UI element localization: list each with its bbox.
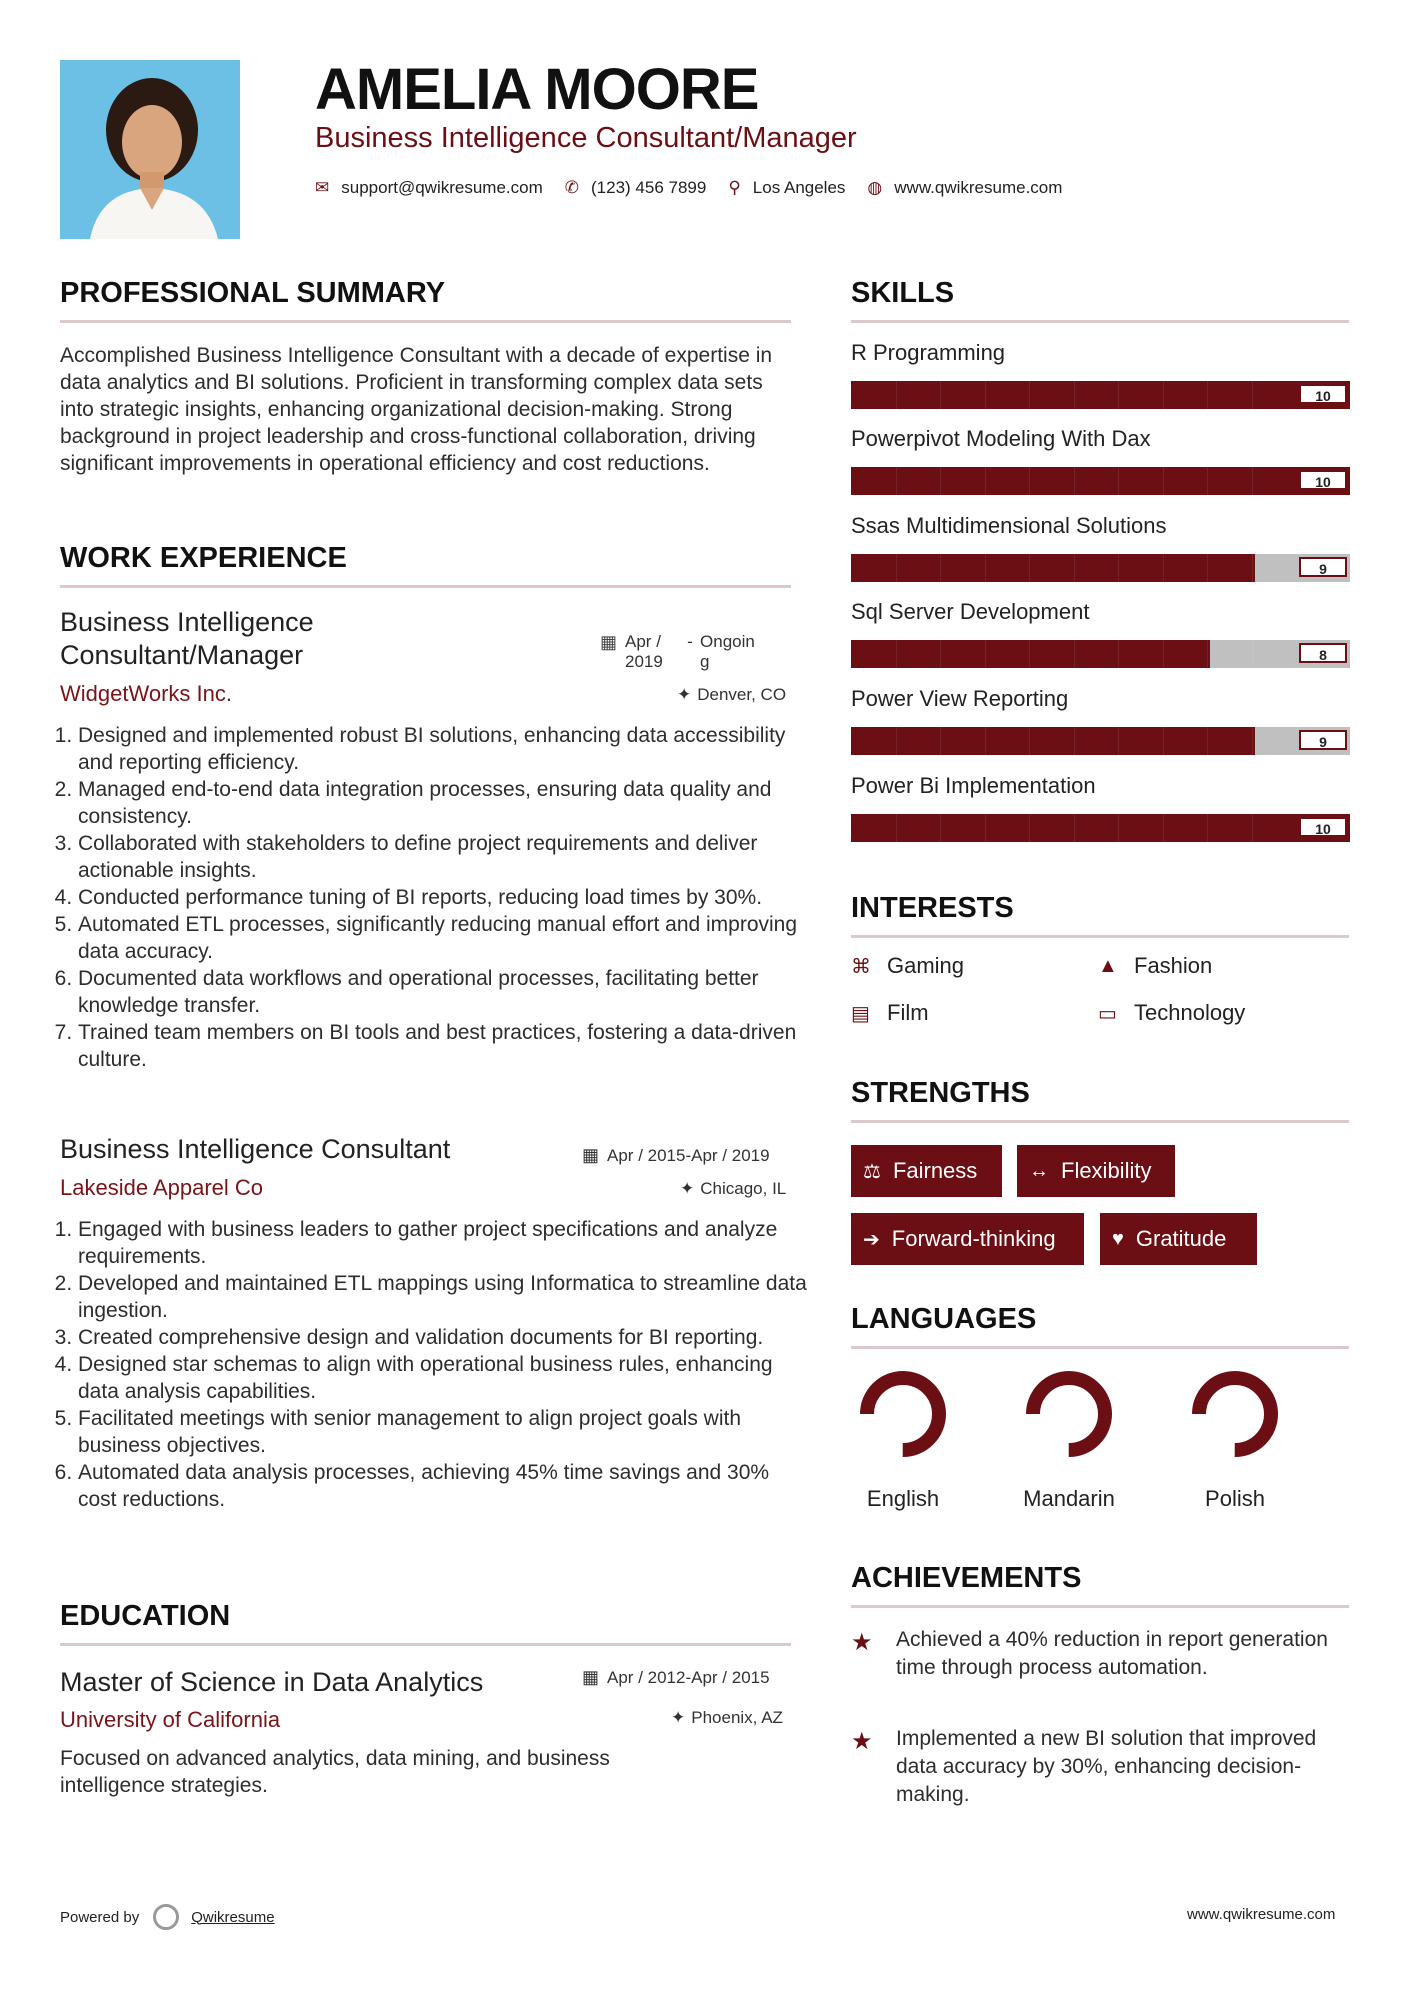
skill-bar-segment — [940, 640, 941, 668]
language-label: English — [866, 1486, 940, 1511]
calendar-icon: ▦ — [582, 1145, 600, 1165]
skill-bar-segment — [1207, 814, 1208, 842]
film-icon: ▤ — [851, 1002, 870, 1025]
arrow-right-icon: ➔ — [863, 1228, 880, 1251]
candidate-title: Business Intelligence Consultant/Manager — [315, 122, 857, 154]
powered-by-text: Powered by — [60, 1908, 140, 1926]
skill-bar-segment — [1252, 727, 1253, 755]
education-date — [582, 1667, 770, 1688]
skill-bar-segment — [985, 814, 986, 842]
job-bullet-item: 3. Created comprehensive design and validation documents for BI reporting. — [78, 1324, 808, 1351]
calendar-icon: ▦ — [600, 632, 618, 652]
skill-bar — [851, 467, 1350, 495]
education-date-text: Apr / 2012-Apr / 2015 — [607, 1668, 770, 1687]
skill-bar-segment — [940, 727, 941, 755]
interest-gaming — [851, 953, 964, 979]
skill-bar-segment — [985, 727, 986, 755]
phone-number: (123) 456 7899 — [591, 178, 707, 197]
skill-bar-segment — [1118, 727, 1119, 755]
achievements-heading: ACHIEVEMENTS — [851, 1562, 1082, 1594]
language-proficiency-ring — [1185, 1364, 1285, 1464]
skill-bar-segment — [985, 554, 986, 582]
interests-heading: INTERESTS — [851, 892, 1014, 924]
strength-label: Fairness — [892, 1158, 978, 1183]
job-date — [600, 632, 762, 672]
job-bullet-item: 6. Documented data workflows and operational processes, facilitating better knowledge transfer. — [78, 965, 808, 1019]
footer-url[interactable]: www.qwikresume.com — [1187, 1906, 1336, 1923]
interest-label: Technology — [1134, 1000, 1246, 1025]
trophy-star-icon: ★ — [851, 1728, 873, 1755]
job-bullet-item: 6. Automated data analysis processes, achieving 45% time savings and 30% cost reductions. — [78, 1459, 808, 1513]
job-bullet-item: 7. Trained team members on BI tools and best practices, fostering a data-driven culture. — [78, 1019, 808, 1073]
interest-film — [851, 1000, 929, 1026]
laptop-icon: ▭ — [1098, 1002, 1117, 1025]
language-level-arc — [1033, 1378, 1105, 1450]
language-proficiency-ring — [853, 1364, 953, 1464]
achievement-item: Implemented a new BI solution that improved data accuracy by 30%, enhancing decision-making. — [896, 1727, 1317, 1806]
skill-bar-segment — [1252, 554, 1253, 582]
map-marker-icon: ⚲ — [728, 178, 741, 197]
skill-bar — [851, 814, 1350, 842]
interest-fashion — [1098, 953, 1212, 979]
degree-title: Master of Science in Data Analytics — [60, 1667, 484, 1697]
date-end: Ongoing — [700, 632, 755, 671]
date-start: Apr / 2019 — [625, 632, 663, 671]
interest-label: Film — [887, 1000, 929, 1025]
job-bullet-item: 2. Managed end-to-end data integration processes, ensuring data quality and consistency. — [78, 776, 808, 830]
education-divider — [60, 1643, 791, 1646]
skill-bar-segment — [1163, 727, 1164, 755]
skill-bar-segment — [1207, 467, 1208, 495]
skill-name: Ssas Multidimensional Solutions — [851, 513, 1167, 538]
pin-icon: ✦ — [677, 685, 692, 704]
skill-name: Power Bi Implementation — [851, 773, 1096, 798]
envelope-icon: ✉ — [315, 178, 330, 197]
skill-bar-segment — [940, 467, 941, 495]
language-label: Mandarin — [1023, 1486, 1115, 1511]
skill-bar-segment — [1252, 467, 1253, 495]
job-bullet-item: 1. Engaged with business leaders to gather project specifications and analyze requirements. — [78, 1216, 808, 1270]
date-separator: - — [687, 632, 693, 651]
contact-row — [315, 178, 1084, 198]
skill-bar-segment — [896, 554, 897, 582]
skill-bar-segment — [1029, 381, 1030, 409]
candidate-name: AMELIA MOORE — [315, 57, 759, 122]
profile-photo — [60, 60, 240, 239]
job-bullet-item: 5. Automated ETL processes, significantly reducing manual effort and improving data accuracy. — [78, 911, 808, 965]
experience-heading: WORK EXPERIENCE — [60, 542, 347, 574]
skill-bar — [851, 640, 1350, 668]
job-bullets — [60, 1216, 808, 1513]
strength-gratitude — [1100, 1213, 1257, 1265]
interests-divider — [851, 935, 1349, 938]
skill-score: 10 — [1299, 470, 1347, 490]
skill-name: R Programming — [851, 340, 1006, 365]
skills-heading: SKILLS — [851, 277, 955, 309]
summary-text: Accomplished Business Intelligence Consultant with a decade of expertise in data analytics and BI solutions. Proficient in transforming complex data sets into strategic insights, enhancing organizational decision-making. Strong background in project leadership and cross-functional collaboration, driving significant improvements in operational efficiency and cost reductions. — [60, 344, 773, 475]
skill-bar — [851, 554, 1350, 582]
skill-bar-segment — [1163, 554, 1164, 582]
footer-powered — [60, 1904, 275, 1930]
job-bullet-item: 2. Developed and maintained ETL mappings using Informatica to streamline data ingestion. — [78, 1270, 808, 1324]
job-location — [680, 1179, 786, 1199]
skill-bar-segment — [1207, 381, 1208, 409]
globe-icon: ◍ — [867, 178, 883, 197]
strength-label: Forward-thinking — [891, 1226, 1056, 1251]
job-date-text: Apr / 2015-Apr / 2019 — [607, 1146, 770, 1165]
skill-bar-segment — [1252, 381, 1253, 409]
skill-bar-segment — [1163, 640, 1164, 668]
skill-bar-segment — [896, 640, 897, 668]
skill-bar-segment — [1029, 814, 1030, 842]
language-level-arc — [1199, 1378, 1271, 1450]
calendar-icon: ▦ — [582, 1667, 600, 1687]
balance-scale-icon: ⚖ — [863, 1160, 881, 1183]
skill-bar — [851, 381, 1350, 409]
skill-bar-fill — [851, 381, 1350, 409]
email-link[interactable]: support@qwikresume.com — [341, 178, 543, 197]
strengths-divider — [851, 1120, 1349, 1123]
skill-bar-segment — [1029, 727, 1030, 755]
skill-bar-segment — [896, 467, 897, 495]
skill-score: 10 — [1299, 817, 1347, 837]
skill-bar-segment — [1118, 814, 1119, 842]
skills-divider — [851, 320, 1349, 323]
achievements-divider — [851, 1605, 1349, 1608]
skill-name: Sql Server Development — [851, 599, 1090, 624]
interest-label: Gaming — [887, 953, 965, 978]
skill-bar-segment — [1074, 554, 1075, 582]
company-name: WidgetWorks Inc. — [60, 681, 232, 706]
job-title: Business Intelligence Consultant/Manager — [60, 607, 314, 670]
summary-divider — [60, 320, 791, 323]
education-heading: EDUCATION — [60, 1600, 231, 1632]
skill-bar-segment — [1207, 640, 1208, 668]
job-location-text: Denver, CO — [697, 685, 787, 704]
skill-bar-segment — [1252, 814, 1253, 842]
strength-flexibility — [1017, 1145, 1175, 1197]
skill-bar-segment — [1074, 640, 1075, 668]
skill-bar-segment — [1029, 467, 1030, 495]
job-bullet-item: 3. Collaborated with stakeholders to define project requirements and deliver actionable insights. — [78, 830, 808, 884]
achievement-item: Achieved a 40% reduction in report generation time through process automation. — [896, 1628, 1328, 1679]
skill-score: 9 — [1299, 730, 1347, 750]
skill-bar-segment — [940, 381, 941, 409]
skill-bar-segment — [1252, 640, 1253, 668]
strength-forward-thinking — [851, 1213, 1084, 1265]
job-location-text: Chicago, IL — [700, 1179, 787, 1198]
skill-bar-segment — [985, 640, 986, 668]
location-text: Los Angeles — [752, 178, 846, 197]
skill-bar-segment — [1207, 727, 1208, 755]
skill-bar-segment — [1074, 727, 1075, 755]
pin-icon: ✦ — [671, 1708, 686, 1727]
skill-bar-segment — [985, 381, 986, 409]
education-description: Focused on advanced analytics, data mining, and business intelligence strategies. — [60, 1747, 610, 1797]
skill-bar-segment — [1074, 814, 1075, 842]
strengths-heading: STRENGTHS — [851, 1077, 1030, 1109]
skill-bar-segment — [896, 814, 897, 842]
heart-icon: ♥ — [1112, 1227, 1124, 1250]
job-bullet-item: 4. Designed star schemas to align with operational business rules, enhancing data analysis capabilities. — [78, 1351, 808, 1405]
job-location — [677, 685, 786, 705]
school-name: University of California — [60, 1707, 281, 1732]
skill-bar-segment — [1163, 467, 1164, 495]
shopping-bag-icon: ▲ — [1098, 954, 1118, 977]
strength-label: Gratitude — [1135, 1226, 1227, 1251]
skill-bar-segment — [1163, 814, 1164, 842]
languages-divider — [851, 1346, 1349, 1349]
trophy-star-icon: ★ — [851, 1629, 873, 1656]
company-name: Lakeside Apparel Co — [60, 1175, 264, 1200]
skill-bar-segment — [1163, 381, 1164, 409]
skill-score: 8 — [1299, 643, 1347, 663]
skill-bar-segment — [1074, 467, 1075, 495]
skill-name: Power View Reporting — [851, 686, 1069, 711]
skill-bar-segment — [985, 467, 986, 495]
strength-label: Flexibility — [1061, 1158, 1152, 1183]
summary-heading: PROFESSIONAL SUMMARY — [60, 277, 446, 309]
skill-bar-segment — [1118, 381, 1119, 409]
education-location-text: Phoenix, AZ — [691, 1708, 783, 1727]
skill-bar-segment — [896, 381, 897, 409]
language-level-arc — [867, 1378, 939, 1450]
skill-name: Powerpivot Modeling With Dax — [851, 426, 1151, 451]
job-bullet-item: 5. Facilitated meetings with senior management to align project goals with business objectives. — [78, 1405, 808, 1459]
languages-heading: LANGUAGES — [851, 1303, 1037, 1335]
phone-icon: ✆ — [564, 178, 579, 197]
skill-bar-segment — [896, 727, 897, 755]
experience-divider — [60, 585, 791, 588]
skill-bar-segment — [1118, 640, 1119, 668]
skill-bar-segment — [940, 814, 941, 842]
language-proficiency-ring — [1019, 1364, 1119, 1464]
pin-icon: ✦ — [680, 1179, 695, 1198]
skill-bar-segment — [1029, 554, 1030, 582]
skill-bar-segment — [1118, 467, 1119, 495]
skill-bar-fill — [851, 814, 1350, 842]
skill-score: 10 — [1299, 384, 1347, 404]
interest-technology — [1098, 1000, 1245, 1026]
skill-bar-segment — [1118, 554, 1119, 582]
job-title: Business Intelligence Consultant — [60, 1134, 451, 1164]
skill-bar-segment — [940, 554, 941, 582]
skill-bar-fill — [851, 727, 1255, 755]
job-bullets — [60, 722, 808, 1073]
job-bullet-item: 4. Conducted performance tuning of BI reports, reducing load times by 30%. — [78, 884, 808, 911]
skill-bar-fill — [851, 467, 1350, 495]
language-label: Polish — [1205, 1486, 1265, 1511]
avatar — [60, 60, 240, 239]
skill-bar-segment — [1029, 640, 1030, 668]
brand-link[interactable]: Qwikresume — [191, 1908, 275, 1926]
qwikresume-logo-icon — [153, 1904, 179, 1930]
skill-bar-fill — [851, 640, 1210, 668]
arrows-horizontal-icon: ↔ — [1029, 1159, 1049, 1182]
strength-fairness — [851, 1145, 1002, 1197]
gamepad-icon: ⌘ — [851, 955, 871, 978]
skill-bar-fill — [851, 554, 1255, 582]
website-link[interactable]: www.qwikresume.com — [894, 178, 1063, 197]
education-location — [671, 1708, 783, 1728]
skill-bar — [851, 727, 1350, 755]
skill-bar-segment — [1074, 381, 1075, 409]
skill-score: 9 — [1299, 557, 1347, 577]
interest-label: Fashion — [1134, 953, 1213, 978]
skill-bar-segment — [1207, 554, 1208, 582]
job-date — [582, 1145, 770, 1166]
job-bullet-item: 1. Designed and implemented robust BI solutions, enhancing data accessibility and reporting efficiency. — [78, 722, 808, 776]
